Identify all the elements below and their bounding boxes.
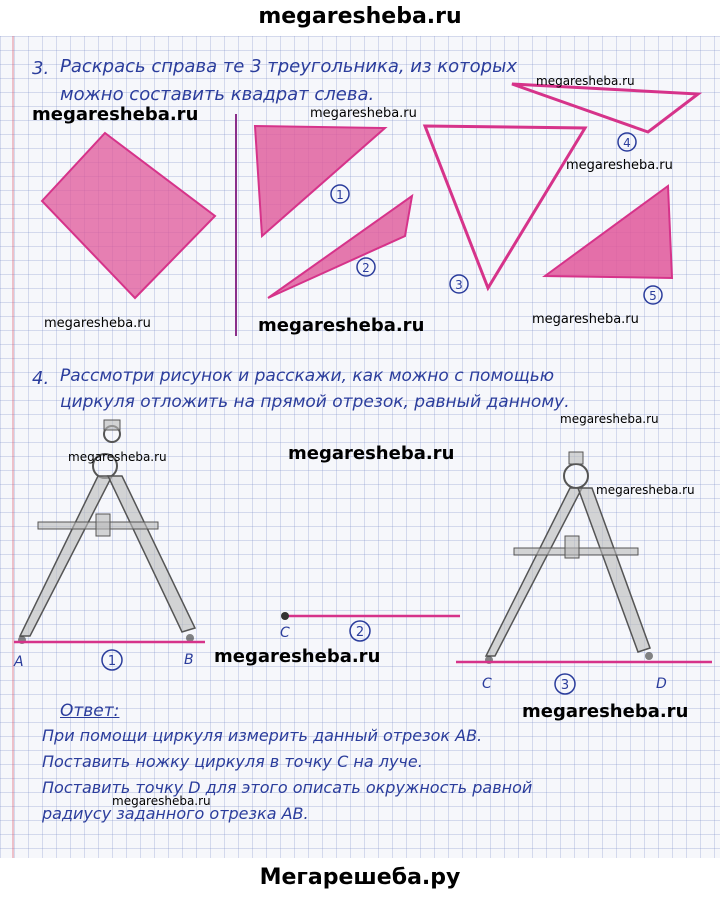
label-4-circle	[618, 133, 636, 151]
label-2-circle	[357, 258, 375, 276]
figure-2-circle	[350, 621, 370, 641]
label-4-text: 4	[623, 136, 631, 150]
answer-line-2: Поставить ножку циркуля в точку С на луче.	[42, 752, 423, 771]
watermark: megaresheba.ru	[566, 158, 673, 173]
site-header-title: megaresheba.ru	[258, 4, 462, 29]
watermark: megaresheba.ru	[68, 450, 167, 464]
point-c-label-figure2: C	[280, 625, 290, 641]
watermark: megaresheba.ru	[532, 312, 639, 327]
task4-number: 4.	[32, 368, 50, 389]
answer-line-3: Поставить точку D для этого описать окружность равной	[42, 778, 533, 797]
watermark: megaresheba.ru	[310, 106, 417, 121]
site-footer-title: Мегарешеба.ру	[259, 865, 461, 890]
watermark: megaresheba.ru	[522, 701, 689, 722]
watermark: megaresheba.ru	[596, 483, 695, 497]
figure-3-text: 3	[560, 678, 570, 693]
label-5-circle	[644, 286, 662, 304]
figure-2-text: 2	[355, 625, 365, 640]
point-c-label-figure3: C	[482, 676, 492, 692]
label-3-circle	[450, 275, 468, 293]
task4-line1: Рассмотри рисунок и расскажи, как можно с помощью	[60, 366, 555, 386]
watermark: megaresheba.ru	[536, 74, 635, 88]
label-1-circle	[331, 185, 349, 203]
watermark: megaresheba.ru	[214, 646, 381, 667]
label-2-text: 2	[362, 261, 370, 275]
watermark: megaresheba.ru	[288, 443, 455, 464]
figure-1-text: 1	[107, 654, 117, 669]
answer-line-4: радиусу заданного отрезка АВ.	[42, 804, 309, 823]
watermark: megaresheba.ru	[112, 794, 211, 808]
watermark: megaresheba.ru	[32, 104, 199, 125]
square-shape	[42, 133, 215, 298]
triangle-1-shape	[255, 126, 385, 236]
task3-line1: Раскрась справа те 3 треугольника, из которых	[60, 56, 517, 77]
watermark: megaresheba.ru	[44, 316, 151, 331]
triangle-5-shape	[545, 186, 672, 278]
point-b-label: B	[184, 652, 194, 668]
label-5-text: 5	[649, 289, 657, 303]
answer-heading: Ответ:	[60, 701, 120, 721]
watermark: megaresheba.ru	[258, 315, 425, 336]
triangle-4-shape	[512, 84, 698, 132]
label-1-text: 1	[336, 188, 344, 202]
site-footer	[0, 858, 720, 897]
point-d-label: D	[656, 676, 667, 692]
point-a-label: A	[14, 654, 24, 670]
notebook-page	[0, 36, 720, 858]
task3-number: 3.	[32, 58, 50, 79]
answer-line-1: При помощи циркуля измерить данный отрезок АВ.	[42, 726, 483, 745]
site-header	[0, 0, 720, 36]
figure-1-circle	[102, 650, 122, 670]
figure-3-circle	[555, 674, 575, 694]
task3-line2: можно составить квадрат слева.	[60, 84, 375, 105]
label-3-text: 3	[455, 278, 463, 292]
watermark: megaresheba.ru	[560, 412, 659, 426]
task4-line2: циркуля отложить на прямой отрезок, равный данному.	[60, 392, 570, 412]
point-c-figure2	[281, 612, 289, 620]
